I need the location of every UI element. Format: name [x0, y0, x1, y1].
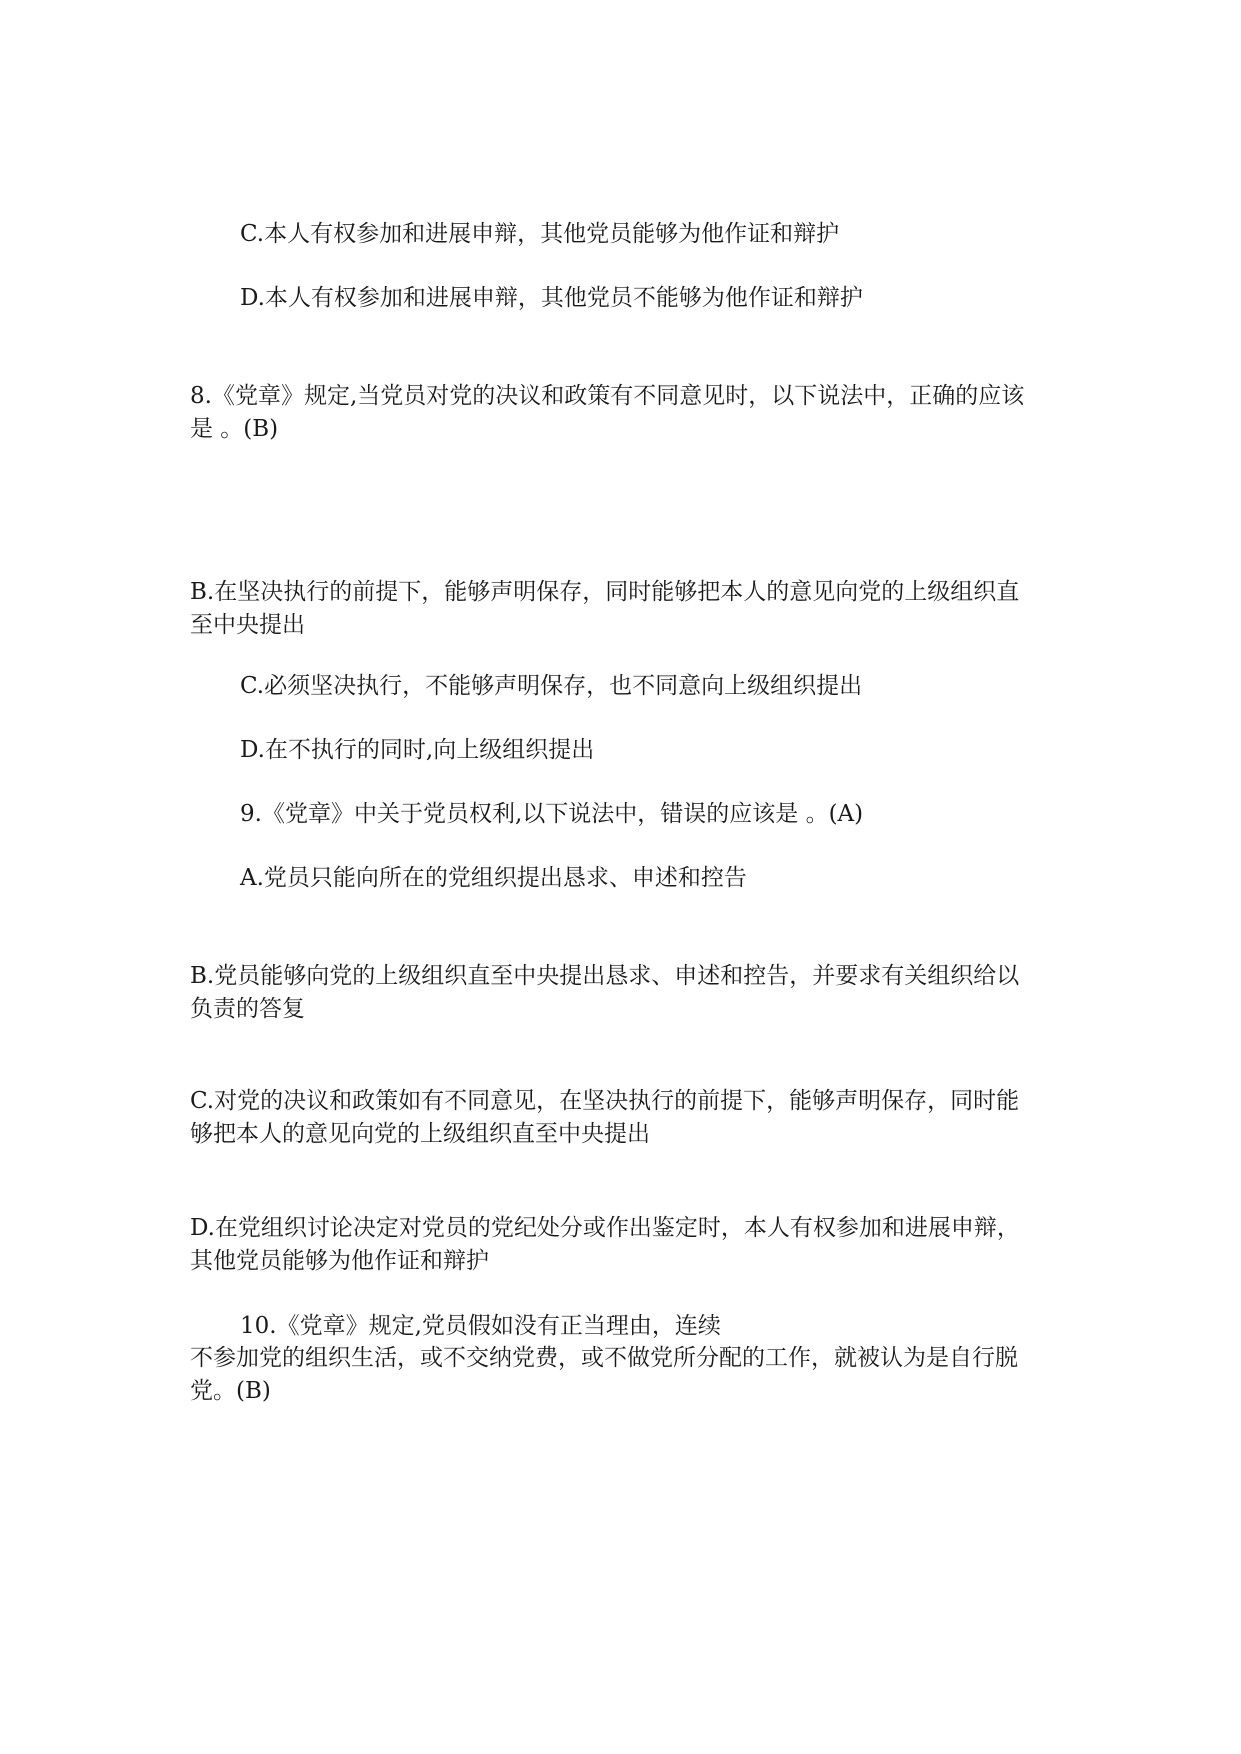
option-d-q9: D.在党组织讨论决定对党员的党纪处分或作出鉴定时，本人有权参加和进展申辩，其他党员能够为他作证和辩护: [190, 1215, 1020, 1274]
question-8: 8.《党章》规定,当党员对党的决议和政策有不同意见时，以下说法中，正确的应该是 。(B): [190, 383, 1025, 442]
option-b-q9: B.党员能够向党的上级组织直至中央提出恳求、申述和控告，并要求有关组织给以负责的答复: [190, 963, 1020, 1022]
option-b-q8: B.在坚决执行的前提下，能够声明保存，同时能够把本人的意见向党的上级组织直至中央提出: [190, 579, 1020, 638]
option-c-q8: C.必须坚决执行，不能够声明保存，也不同意向上级组织提出: [240, 673, 863, 699]
question-9: 9.《党章》中关于党员权利,以下说法中，错误的应该是 。(A): [240, 801, 864, 827]
option-c-q7: C.本人有权参加和进展申辩，其他党员能够为他作证和辩护: [240, 221, 840, 247]
option-a-q9: A.党员只能向所在的党组织提出恳求、申述和控告: [240, 865, 747, 891]
option-d-q7: D.本人有权参加和进展申辩，其他党员不能够为他作证和辩护: [240, 285, 863, 311]
question-10-line-2: 不参加党的组织生活，或不交纳党费，或不做党所分配的工作，就被认为是自行脱党。(B): [190, 1345, 1018, 1404]
question-10-line-1: 10.《党章》规定,党员假如没有正当理由，连续: [240, 1313, 721, 1339]
option-c-q9: C.对党的决议和政策如有不同意见，在坚决执行的前提下，能够声明保存，同时能够把本人的意见向党的上级组织直至中央提出: [190, 1088, 1020, 1147]
option-d-q8: D.在不执行的同时,向上级组织提出: [240, 737, 595, 763]
